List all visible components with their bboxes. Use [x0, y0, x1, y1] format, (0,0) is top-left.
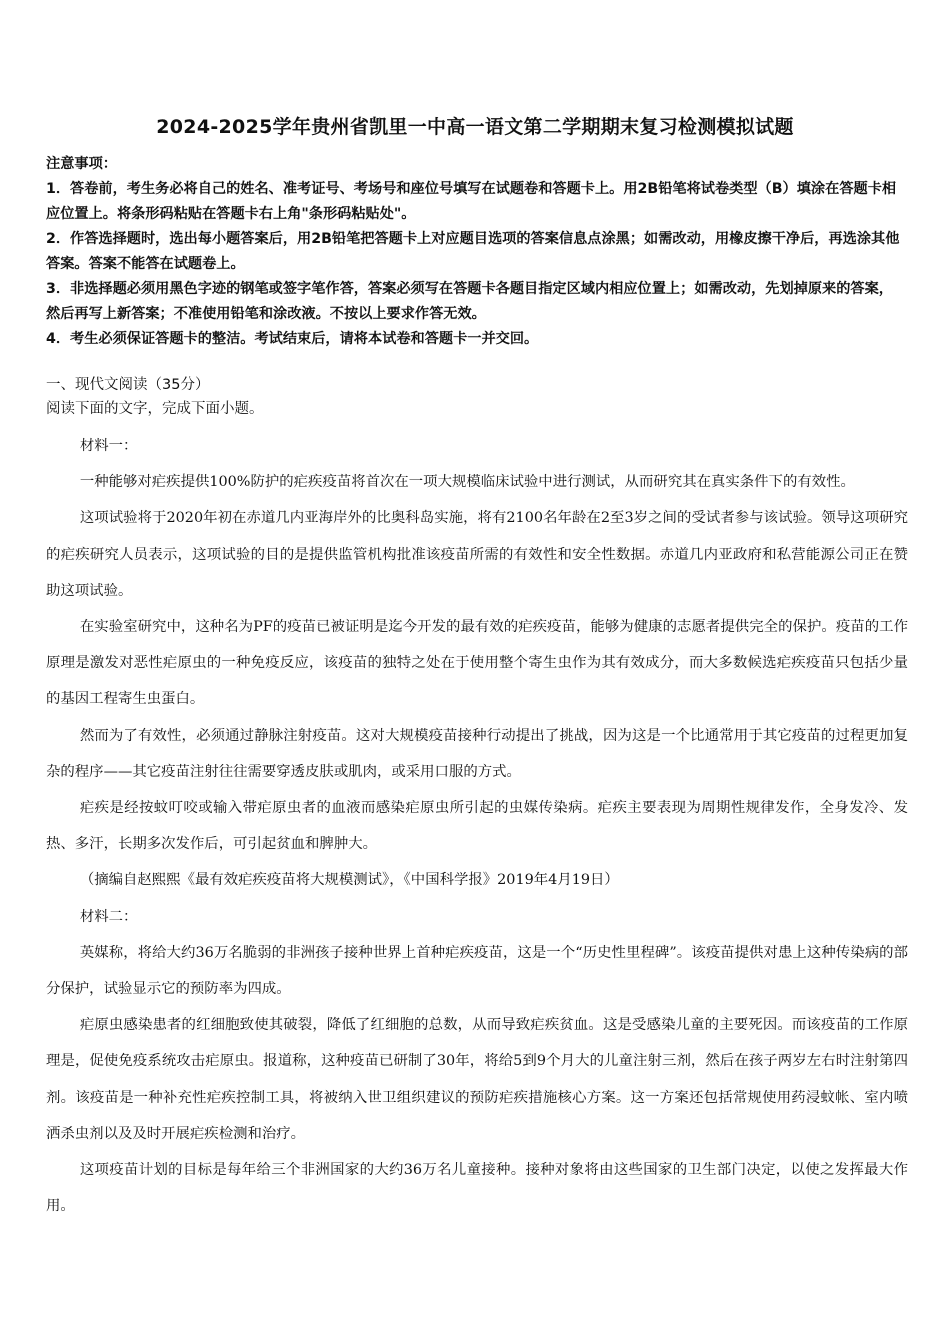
passage-paragraph: 疟疾是经按蚊叮咬或输入带疟原虫者的血液而感染疟原虫所引起的虫媒传染病。疟疾主要表现为周期性规律发作，全身发冷、发热、多汗，长期多次发作后，可引起贫血和脾肿大。	[46, 800, 908, 853]
section-header	[46, 373, 906, 421]
passage-paragraph: 疟原虫感染患者的红细胞致使其破裂，降低了红细胞的总数，从而导致疟疾贫血。这是受感染儿童的主要死因。而该疫苗的工作原理是，促使免疫系统攻击疟原虫。报道称，这种疫苗已研制了30年，将给5到9个月大的儿童注射三剂，然后在孩子两岁左右时注射第四剂。该疫苗是一种补充性疟疾控制工具，将被纳入世卫组织建议的预防疟疾措施核心方案。这一方案还包括常规使用药浸蚊帐、室内喷洒杀虫剂以及及时开展疟疾检测和治疗。	[46, 1017, 908, 1142]
material-label: 材料二：	[79, 908, 138, 925]
passage-paragraph: 一种能够对疟疾提供100%防护的疟疾疫苗将首次在一项大规模临床试验中进行测试，从而研究其在真实条件下的有效性。	[79, 474, 855, 491]
material-label: 材料一：	[79, 438, 138, 454]
passage-paragraph: 英媒称，将给大约36万名脆弱的非洲孩子接种世界上首种疟疾疫苗，这是一个“历史性里程碑”。该疫苗提供对患上这种传染病的部分保护，试验显示它的预防率为四成。	[46, 944, 908, 998]
passage-paragraph: 在实验室研究中，这种名为PF的疫苗已被证明是迄今开发的最有效的疟疾疫苗，能够为健康的志愿者提供完全的保护。疫苗的工作原理是激发对恶性疟原虫的一种免疫反应，该疫苗的独特之处在于使用整个寄生虫作为其有效成分，而大多数候选疟疾疫苗只包括少量的基因工程寄生虫蛋白。	[46, 619, 908, 708]
notes-heading: 注意事项：	[46, 156, 117, 172]
notes-item: 2．作答选择题时，选出每小题答案后，用2B铅笔把答题卡上对应题目选项的答案信息点涂黑；如需改动，用橡皮擦干净后，再选涂其他答案。答案不能答在试题卷上。	[46, 231, 900, 272]
page-title: 2024-2025学年贵州省凯里一中高一语文第二学期期末复习检测模拟试题	[156, 116, 794, 138]
passage-paragraph: 然而为了有效性，必须通过静脉注射疫苗。这对大规模疫苗接种行动提出了挑战，因为这是一个比通常用于其它疫苗的过程更加复杂的程序——其它疫苗注射往往需要穿透皮肤或肌肉，或采用口服的方式。	[46, 727, 908, 780]
passage-paragraph: 这项疫苗计划的目标是每年给三个非洲国家的大约36万名儿童接种。接种对象将由这些国家的卫生部门决定，以使之发挥最大作用。	[46, 1162, 908, 1215]
notes-item: 4．考生必须保证答题卡的整洁。考试结束后，请将本试卷和答题卡一并交回。	[46, 331, 539, 347]
passage-paragraph: 这项试验将于2020年初在赤道几内亚海岸外的比奥科岛实施，将有2100名年龄在2至3岁之间的受试者参与该试验。领导这项研究的疟疾研究人员表示，这项试验的目的是提供监管机构批准该疫苗所需的有效性和安全性数据。赤道几内亚政府和私营能源公司正在赞助这项试验。	[46, 510, 908, 599]
notes-block	[46, 152, 906, 352]
source-citation: （摘编自赵熙熙《最有效疟疾疫苗将大规模测试》，《中国科学报》2019年4月19日）	[79, 872, 619, 889]
notes-item: 3．非选择题必须用黑色字迹的钢笔或签字笔作答，答案必须写在答题卡各题目指定区域内相应位置上；如需改动，先划掉原来的答案，然后再写上新答案；不准使用铅笔和涂改液。不按以上要求作答无效。	[46, 281, 893, 322]
notes-item: 1．答卷前，考生务必将自己的姓名、准考证号、考场号和座位号填写在试题卷和答题卡上。用2B铅笔将试卷类型（B）填涂在答题卡相应位置上。将条形码粘贴在答题卡右上角"条形码粘贴处"。	[46, 181, 897, 222]
section-heading: 一、现代文阅读（35分）	[46, 377, 210, 393]
reading-passage	[46, 428, 908, 1224]
section-instruction: 阅读下面的文字，完成下面小题。	[46, 401, 264, 417]
